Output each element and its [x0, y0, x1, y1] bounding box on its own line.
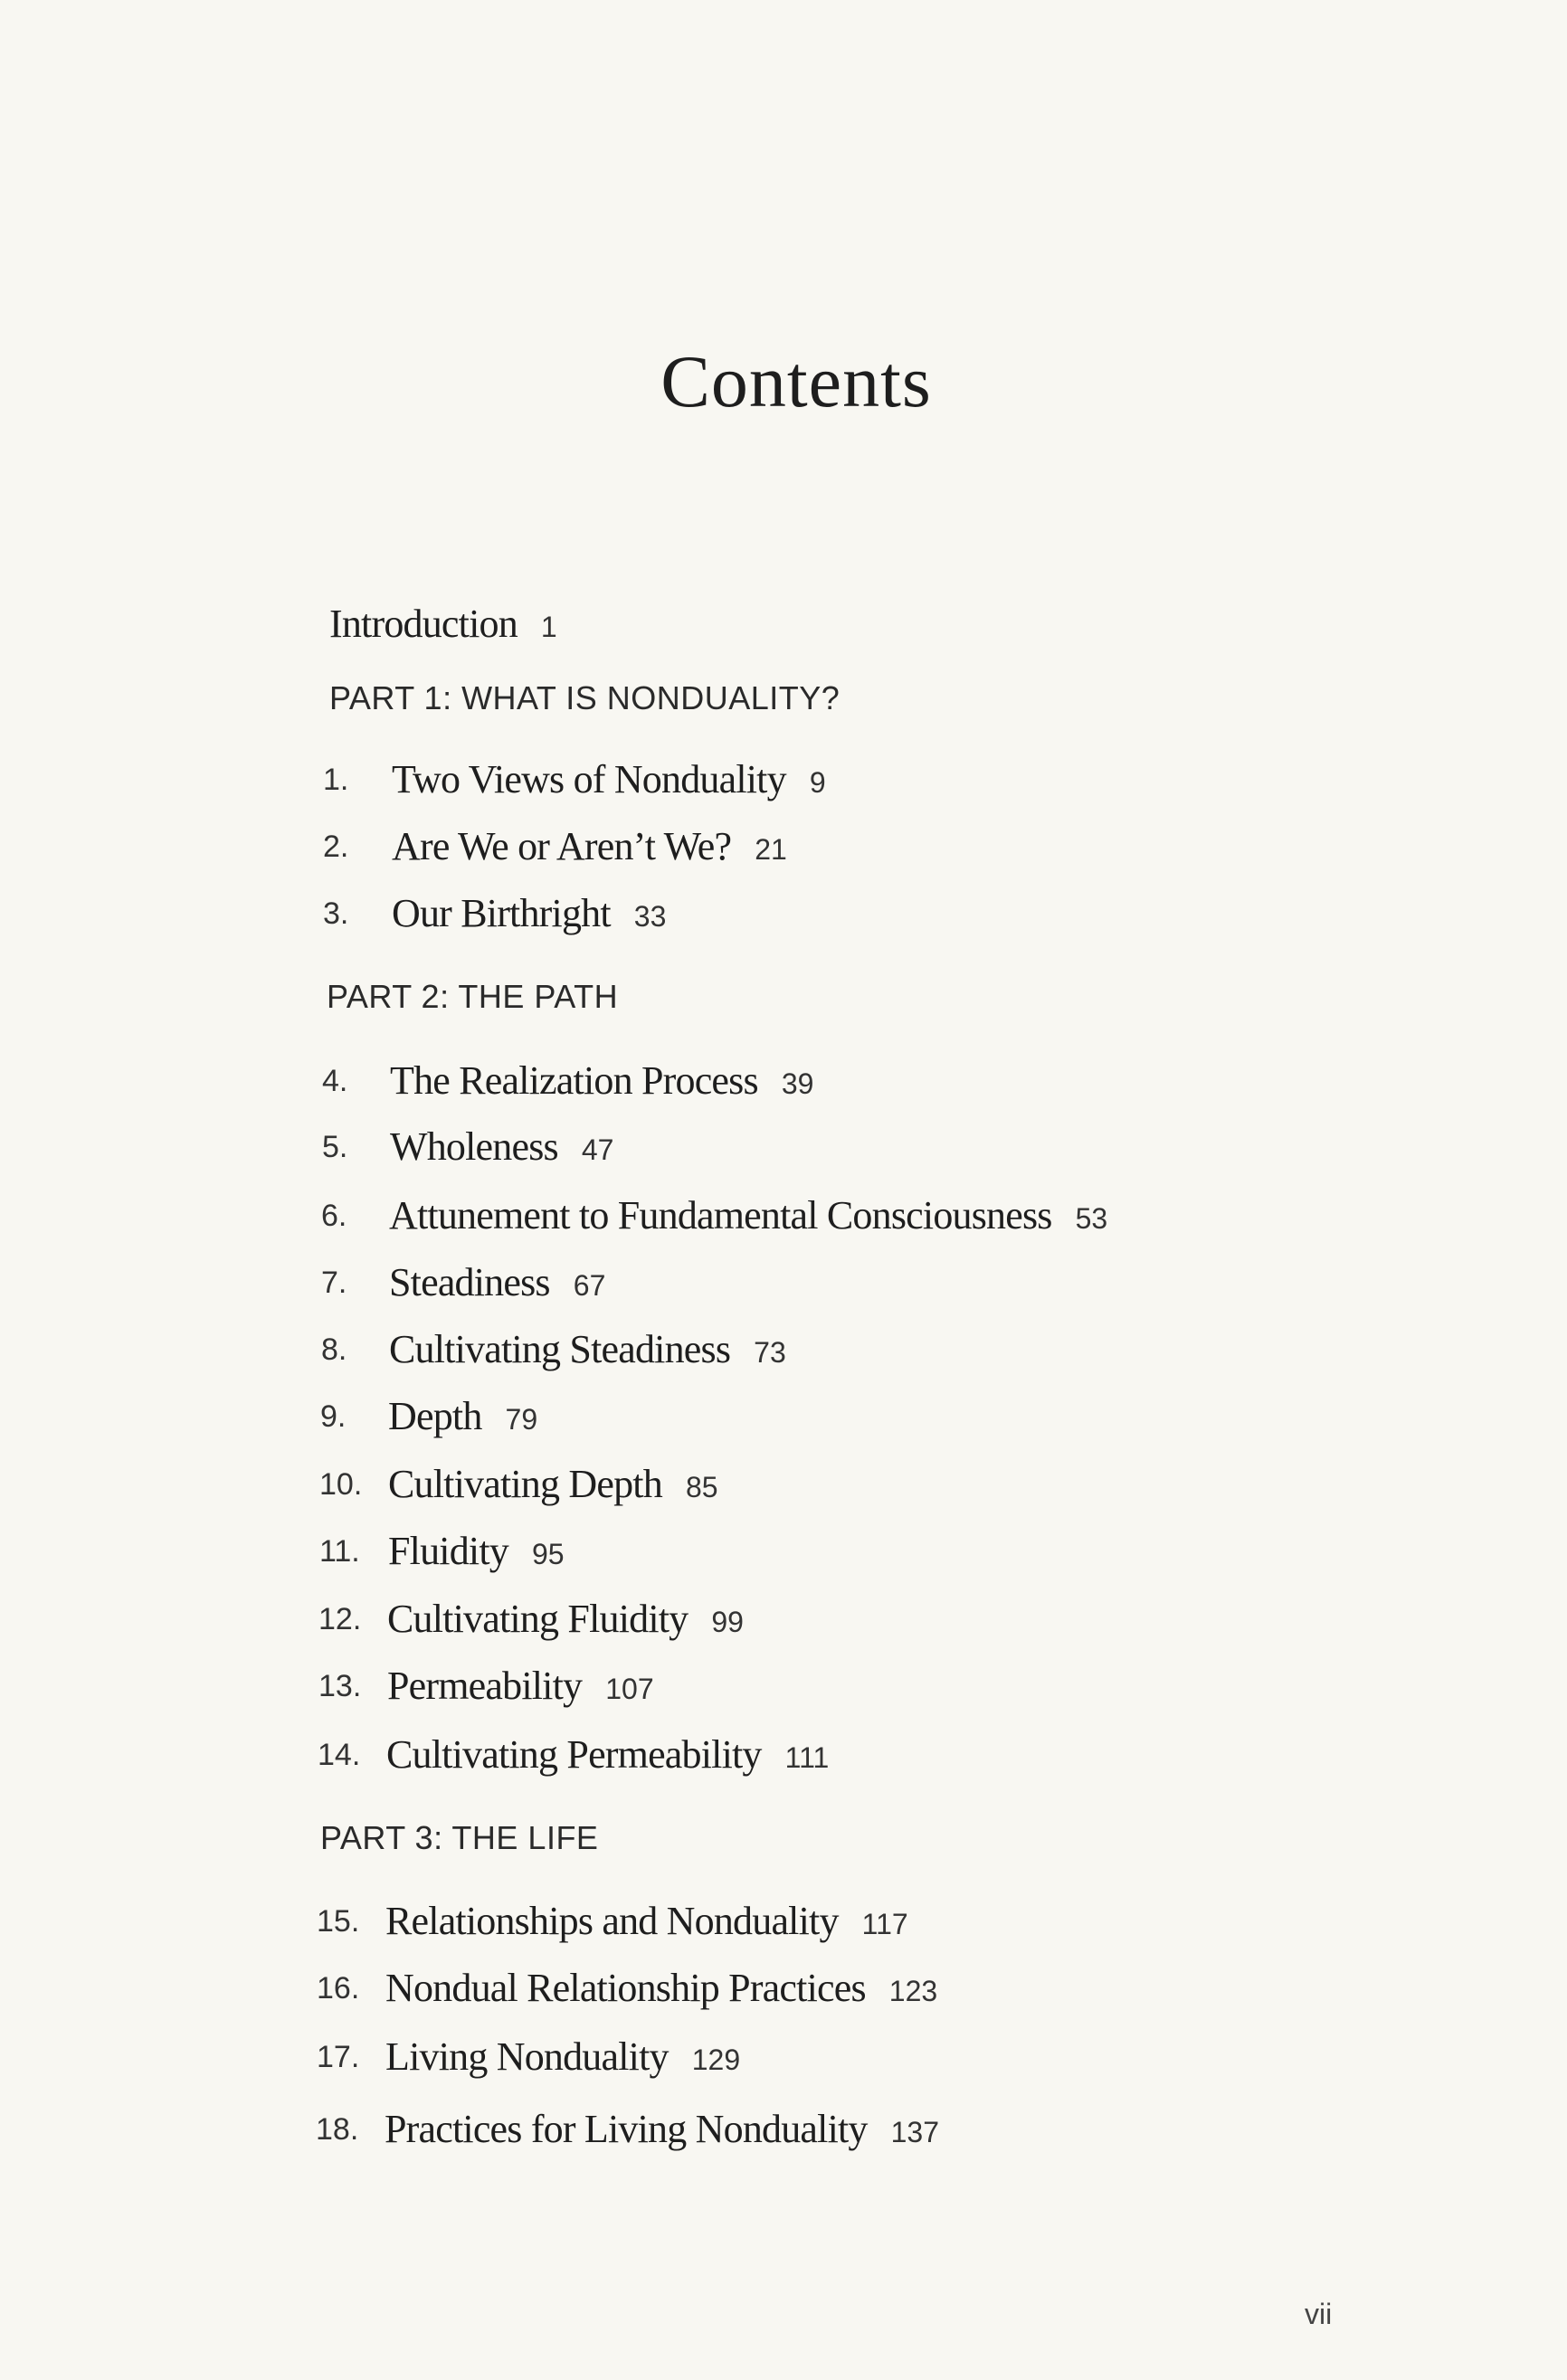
page-number: vii: [1305, 2298, 1333, 2330]
chapter-number: 14.: [318, 1738, 361, 1772]
chapter-line: [389, 1323, 786, 1380]
chapter-number: 16.: [317, 1971, 360, 2005]
chapter-line: [389, 1189, 1107, 1246]
chapter-line: [388, 1524, 565, 1581]
chapter-page: 123: [888, 1975, 938, 2007]
chapter-title: The Realization Process: [390, 1058, 758, 1103]
chapter-page: 73: [754, 1336, 786, 1369]
part-heading-2: PART 2: THE PATH: [327, 978, 619, 1015]
entry-title: Introduction: [329, 602, 518, 646]
chapter-number: 4.: [322, 1064, 348, 1098]
chapter-page: 107: [605, 1673, 654, 1705]
chapter-title: Steadiness: [389, 1260, 550, 1304]
chapter-line: [385, 2030, 740, 2087]
chapter-title: Wholeness: [390, 1124, 558, 1169]
chapter-title: Two Views of Nonduality: [392, 757, 786, 801]
chapter-title: Cultivating Steadiness: [389, 1327, 731, 1371]
chapter-line: [388, 1389, 537, 1446]
chapter-page: 33: [633, 900, 667, 933]
chapter-page: 79: [505, 1403, 538, 1436]
chapter-page: 85: [685, 1471, 718, 1503]
chapter-page: 47: [581, 1133, 614, 1166]
chapter-line: [387, 1659, 654, 1716]
chapter-number: 3.: [323, 896, 349, 931]
chapter-page: 21: [755, 833, 787, 866]
chapter-title: Cultivating Depth: [388, 1462, 662, 1506]
chapter-number: 17.: [317, 2040, 360, 2074]
part-heading-1: PART 1: WHAT IS NONDUALITY?: [329, 679, 840, 716]
chapter-line: [388, 1457, 718, 1514]
chapter-number: 13.: [318, 1669, 362, 1703]
chapter-title: Are We or Aren’t We?: [392, 824, 732, 868]
chapter-title: Our Birthright: [392, 891, 611, 935]
chapter-number: 9.: [320, 1399, 347, 1434]
chapter-number: 5.: [322, 1130, 348, 1164]
chapter-number: 6.: [321, 1199, 347, 1233]
chapter-title: Depth: [388, 1394, 482, 1438]
chapter-number: 12.: [318, 1602, 362, 1636]
chapter-number: 10.: [319, 1467, 363, 1502]
part-heading-3: PART 3: THE LIFE: [320, 1819, 599, 1856]
chapter-line: [392, 820, 787, 877]
chapter-page: 39: [781, 1067, 814, 1100]
chapter-page: 99: [711, 1606, 744, 1638]
chapter-line: [392, 753, 826, 810]
chapter-page: 129: [691, 2043, 741, 2076]
page-title: Contents: [660, 340, 932, 422]
chapter-number: 2.: [323, 830, 349, 864]
chapter-number: 15.: [317, 1904, 360, 1939]
chapter-page: 67: [573, 1269, 606, 1302]
chapter-title: Practices for Living Nonduality: [385, 2107, 868, 2151]
chapter-line: [387, 1592, 744, 1649]
chapter-number: 1.: [323, 763, 349, 797]
chapter-title: Cultivating Permeability: [386, 1732, 762, 1777]
chapter-page: 53: [1075, 1202, 1108, 1235]
chapter-line: [385, 1961, 937, 2018]
chapter-title: Living Nonduality: [385, 2034, 669, 2079]
chapter-number: 8.: [321, 1332, 347, 1367]
chapter-title: Relationships and Nonduality: [385, 1899, 839, 1943]
entry-page: 1: [540, 611, 557, 643]
chapter-number: 11.: [319, 1534, 360, 1569]
chapter-line: [390, 1054, 813, 1111]
chapter-title: Fluidity: [388, 1529, 508, 1573]
chapter-line: [390, 1120, 613, 1177]
chapter-line: [392, 887, 666, 943]
chapter-number: 7.: [321, 1266, 347, 1300]
chapter-title: Nondual Relationship Practices: [385, 1966, 866, 2010]
chapter-title: Permeability: [387, 1664, 583, 1708]
chapter-title: Attunement to Fundamental Consciousness: [389, 1193, 1052, 1237]
chapter-line: [386, 1728, 829, 1785]
chapter-line: [385, 1894, 908, 1951]
chapter-page: 117: [861, 1908, 908, 1940]
chapter-line: [385, 2102, 939, 2159]
chapter-title: Cultivating Fluidity: [387, 1597, 689, 1641]
chapter-page: 111: [784, 1741, 830, 1774]
chapter-page: 137: [890, 2116, 940, 2148]
chapter-page: 9: [809, 766, 826, 799]
chapter-page: 95: [531, 1538, 565, 1570]
chapter-number: 18.: [316, 2112, 359, 2147]
chapter-line: [389, 1256, 605, 1313]
